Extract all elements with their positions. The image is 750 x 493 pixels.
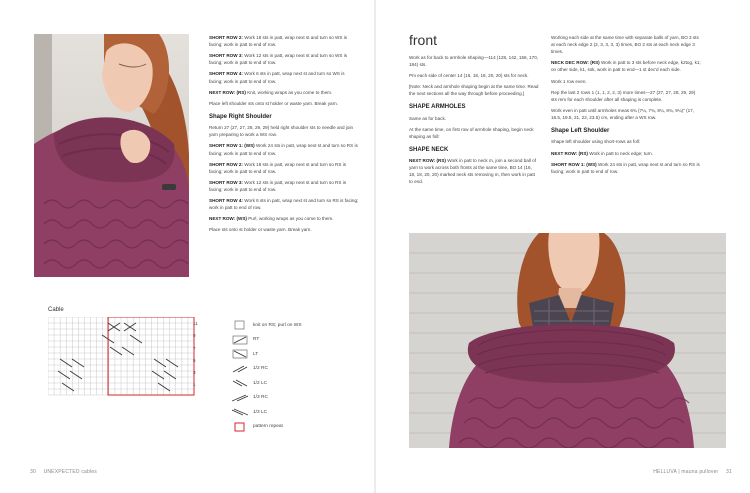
legend-item <box>232 391 302 406</box>
legend-item <box>232 420 302 435</box>
short-row-label: SHORT ROW 3: <box>209 53 243 59</box>
short-row-instruction <box>209 89 359 96</box>
short-row-instruction <box>209 179 359 193</box>
place-sts-text-2: Place sts onto st holder or waste yarn. Break yarn. <box>209 227 312 233</box>
rt-icon <box>232 335 248 345</box>
right-page <box>376 0 750 493</box>
front-column-2 <box>551 34 701 179</box>
left-instructions <box>209 34 359 237</box>
legend-item <box>232 362 302 377</box>
cable-symbols <box>58 323 178 391</box>
short-row-label: NEXT ROW: (WS) <box>209 216 247 222</box>
short-row-text: Purl, working wraps as you come to them. <box>248 216 334 222</box>
front-intro-1: Work as for back to armhole shaping—114 (128, 142, 156, 170, 184) sts. <box>409 54 539 67</box>
chart-grid <box>48 317 194 395</box>
place-sts-text-1: Place left shoulder sts onto st holder or waste yarn. Break yarn. <box>209 100 338 106</box>
legend-item <box>232 376 302 391</box>
left-page <box>0 0 374 493</box>
chart-row-number: 7 <box>193 345 196 351</box>
chart-title: Cable <box>48 307 64 313</box>
short-row-instruction <box>209 215 359 222</box>
work-row-even: Work 1 row even. <box>551 78 587 84</box>
chart-row-number: 1 <box>193 382 196 388</box>
legend-label: 1/2 RC <box>253 366 268 372</box>
legend-label: LT <box>253 351 259 357</box>
short-row-text: Work 18 sts in patt, wrap next st and turn so WS is facing; work in patt to end of row. <box>209 35 348 48</box>
short-row-instruction <box>209 142 359 156</box>
1-3-rc-icon <box>232 393 248 403</box>
lt-icon <box>232 349 248 359</box>
repeat-icon <box>232 422 248 432</box>
short-rows-group-a <box>209 34 359 96</box>
legend-label: 1/3 LC <box>253 409 268 415</box>
short-row-label: SHORT ROW 2: <box>209 161 243 167</box>
cable-symbol <box>62 383 170 391</box>
work-even-text: Work even in patt until armholes meas 6¾ (7¼, 7¾, 8¼, 8¾, 9¼)" (17, 18.5, 19.5, 21, 22, 23.5) cm, ending after a WS row. <box>551 107 695 120</box>
left-book-title: UNEXPECTED cables <box>43 469 97 475</box>
shape-armholes-text: Same as for back. <box>409 115 447 121</box>
return-sts-text: Return 27 (27, 27, 28, 29, 29) held right shoulder sts to needle and join yarn preparing to work a WS row. <box>209 125 354 138</box>
short-row-text: Knit, working wraps as you come to them. <box>247 89 333 95</box>
short-row-instruction <box>209 70 359 84</box>
right-footer <box>653 469 732 475</box>
legend-label: 1/3 RC <box>253 395 268 401</box>
chart-row-number: 11 <box>193 321 198 326</box>
model-photo-left-illustration <box>34 34 189 277</box>
legend-label: 1/2 LC <box>253 380 268 386</box>
short-row-instruction <box>209 161 359 175</box>
front-col2-text-1: Working each side at the same time with separate balls of yarn, BO 3 sts at each neck edge 2 (2, 3, 3, 3, 3) times, BO 2 sts at each neck edge 3 times. <box>551 35 699 55</box>
short-row-label: SHORT ROW 4: <box>209 198 243 204</box>
shape-left-text: Shape left shoulder using short-rows as foll: <box>551 139 641 145</box>
short-row-1-right: SHORT ROW 1: (WS) Work 24 sts in patt, wrap next st and turn so RS is facing; work in patt to end of row. <box>551 161 700 174</box>
right-page-number: 31 <box>726 469 732 475</box>
short-row-text: Work 6 sts in patt, wrap next st and turn so RS is facing; work in patt to end of row. <box>209 198 359 211</box>
legend-item <box>232 405 302 420</box>
legend-label: RT <box>253 337 260 343</box>
1-2-rc-icon <box>232 364 248 374</box>
chart-legend <box>232 318 302 434</box>
short-row-instruction <box>209 34 359 48</box>
legend-item <box>232 347 302 362</box>
short-row-label: SHORT ROW 3: <box>209 179 243 185</box>
legend-label: pattern repeat <box>253 424 283 430</box>
shape-right-shoulder-heading: Shape Right Shoulder <box>209 113 272 120</box>
model-photo-left <box>34 34 189 277</box>
shape-left-shoulder-heading: Shape Left Shoulder <box>551 128 610 135</box>
same-time-text: At the same time, on first row of armhole shaping, begin neck shaping as foll: <box>409 126 534 139</box>
model-photo-right-illustration <box>409 233 726 448</box>
cable-symbol <box>108 323 136 331</box>
legend-item <box>232 333 302 348</box>
neck-dec-row: NECK DEC ROW: (RS) Work in patt to 3 sts before neck edge, k2tog, k1; on other side, k1, ssk, work in patt to end—1 st dec'd each side. <box>551 60 701 73</box>
short-row-text: Work 12 sts in patt, wrap next st and turn so WS is facing; work in patt to end of row. <box>209 53 348 66</box>
short-row-text: Work 12 sts in patt, wrap next st and turn so RS is facing; work in patt to end of row. <box>209 179 347 192</box>
left-page-number: 30 <box>30 469 36 475</box>
legend-item <box>232 318 302 333</box>
chart-row-number: 9 <box>193 333 196 339</box>
short-row-label: SHORT ROW 4: <box>209 71 243 77</box>
legend-label: knit on RS; purl on WS <box>253 322 302 328</box>
short-row-text: Work 24 sts in patt, wrap next st and turn so RS is facing; work in patt to end of row. <box>209 143 358 156</box>
short-row-label: SHORT ROW 1: (WS) <box>209 143 255 149</box>
right-footer-title: HELLUVA | mauna pullover <box>653 469 719 475</box>
short-row-text: Work 6 sts in patt, wrap next st and turn so WS is facing; work in patt to end of row. <box>209 71 345 84</box>
cable-chart <box>48 317 208 397</box>
shape-armholes-heading: SHAPE ARMHOLES <box>409 104 466 111</box>
1-3-lc-icon <box>232 407 248 417</box>
left-footer <box>30 469 97 475</box>
1-2-lc-icon <box>232 378 248 388</box>
blank-icon <box>232 320 248 330</box>
next-row-rs: NEXT ROW: (RS) Work in patt to neck edge; turn. <box>551 150 653 156</box>
chart-row-numbers <box>193 321 205 395</box>
chart-row-number: 3 <box>193 370 196 376</box>
short-row-instruction <box>209 197 359 211</box>
rep-last-rows: Rep the last 2 rows 1 (1, 1, 2, 2, 3) more times—27 (27, 27, 28, 29, 29) sts rem for each shoulder after all shaping is complete. <box>551 89 696 102</box>
front-title: front <box>409 32 438 48</box>
cable-symbol <box>58 371 176 379</box>
short-rows-group-b <box>209 142 359 222</box>
short-row-label: NEXT ROW: (RS) <box>209 89 246 95</box>
cable-symbol <box>110 347 134 355</box>
front-note: [Note: Neck and armhole shaping begin at the same time. Read the next sections all the way through before proceeding.] <box>409 84 539 97</box>
front-column-1 <box>409 30 539 190</box>
short-row-instruction <box>209 52 359 66</box>
next-row-neck: NEXT ROW: (RS) Work in patt to neck m, join a second ball of yarn to work across both fronts at the same time, BO 14 (16, 18, 18, 20, 20) marked neck sts removing m, then work in patt to end. <box>409 158 536 185</box>
cable-symbol <box>60 359 178 367</box>
front-intro-2: Pm each side of center 14 (16, 18, 18, 20, 20) sts for neck. <box>409 72 529 78</box>
model-photo-right <box>409 233 726 448</box>
shape-neck-heading: SHAPE NECK <box>409 146 449 153</box>
chart-row-number: 5 <box>193 357 196 363</box>
short-row-label: SHORT ROW 2: <box>209 35 243 40</box>
short-row-text: Work 18 sts in patt, wrap next st and turn so RS is facing; work in patt to end of row. <box>209 161 347 174</box>
